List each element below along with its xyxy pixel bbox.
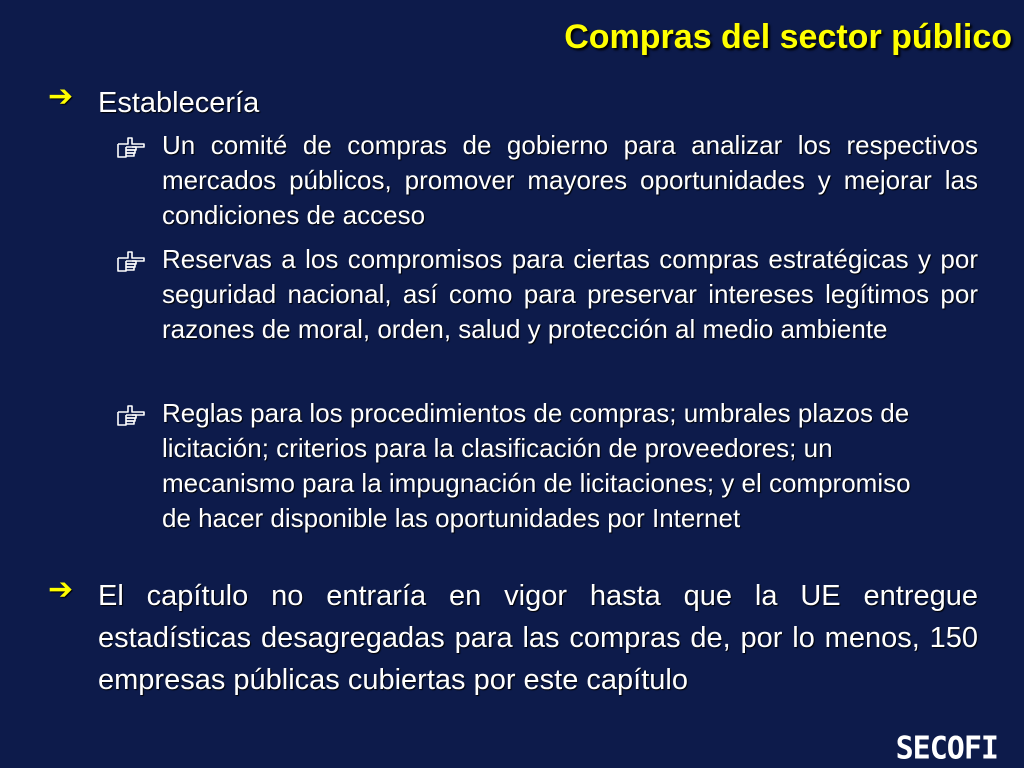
slide-title: Compras del sector público — [564, 18, 1012, 56]
right-arrow-icon: ➔ — [48, 573, 74, 606]
sub-bullet-text: Un comité de compras de gobierno para analizar los respectivos mercados públicos, promover mayores oportunidades y mejorar las condiciones de acceso — [162, 130, 978, 230]
bullet-text: Establecería — [98, 87, 260, 119]
sub-bullet — [116, 128, 978, 233]
pointing-hand-icon — [116, 396, 162, 428]
sub-bullet-text: Reglas para los procedimientos de compras; umbrales plazos de licitación; criterios para la clasificación de proveedores; un mecanismo para la impugnación de licitaciones; y el compromiso de hacer disponible las oportunidades por Internet — [162, 398, 911, 533]
sub-bullet-text: Reservas a los compromisos para ciertas compras estratégicas y por seguridad nacional, así como para preservar intereses legítimos por razones de moral, orden, salud y protección al medio ambiente — [162, 244, 978, 344]
right-arrow-icon: ➔ — [48, 80, 74, 113]
bullet-establecería — [48, 82, 978, 124]
pointing-hand-icon — [116, 128, 162, 160]
sub-bullet — [116, 242, 978, 347]
bullet-text: El capítulo no entraría en vigor hasta que la UE entregue estadísticas desagregadas para las compras de, por lo menos, 150 empresas públicas cubiertas por este capítulo — [98, 580, 978, 696]
sub-bullet — [116, 396, 936, 536]
secofi-logo — [895, 730, 998, 767]
bullet-capitulo — [48, 575, 978, 701]
logo-text: SECOFI — [895, 730, 998, 767]
pointing-hand-icon — [116, 242, 162, 274]
